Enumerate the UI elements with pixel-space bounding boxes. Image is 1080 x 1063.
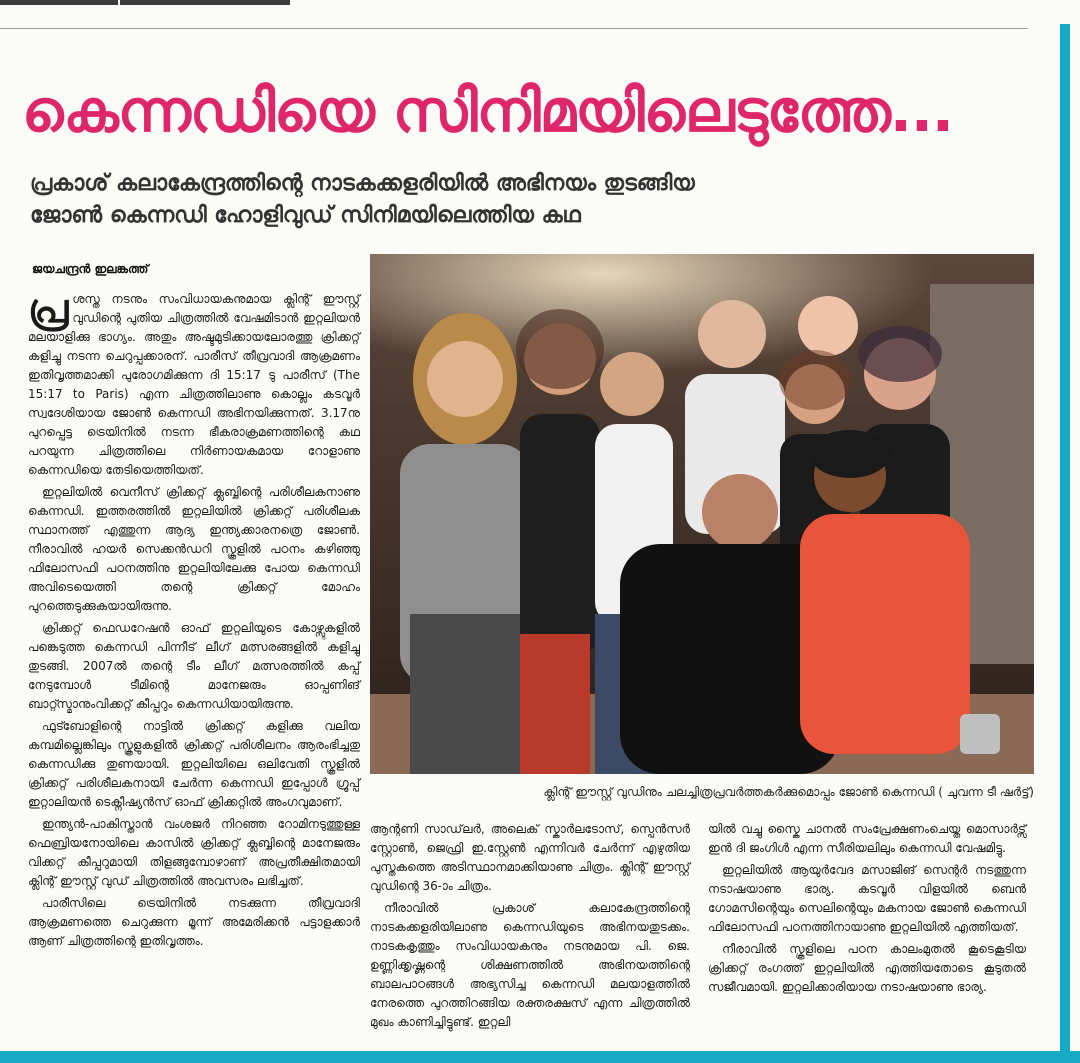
paragraph: ഇന്ത്യൻ-പാകിസ്താൻ വംശജർ നിറഞ്ഞ റോമിനടുത്തുള്ള ഫെബ്രിയനോയിലെ കാസിൽ ക്രിക്കറ്റ് ക്ലബ്ബിന്റെ മാനേജരും വിക്കറ്റ് കീപ്പറുമായി തിളങ്ങുമ്പോഴാണ് അപ്രതീക്ഷിതമായി ക്ലിന്റ് ഈസ്റ്റ് വുഡ് ചിത്രത്തിൽ അവസരം ലഭിച്ചത്. xyxy=(28,817,360,888)
paragraph: പാരീസിലെ ട്രെയിനിൽ നടക്കുന്ന തീവ്രവാദി ആക്രമണത്തെ ചെറുക്കുന്ന മൂന്ന് അമേരിക്കൻ പട്ടാളക്കാർ ആണ് ചിത്രത്തിന്റെ ഇതിവൃത്തം. xyxy=(28,896,360,948)
paragraph: ഇറ്റലിയിൽ വെനീസ് ക്രിക്കറ്റ് ക്ലബ്ബിന്റെ പരിശീലകനാണു കെന്നഡി. ഇത്തരത്തിൽ ഇറ്റലിയിൽ ക്രിക്കറ്റ് പരിശീലക സ്ഥാനത്ത് എത്തുന്ന ആദ്യ ഇന്ത്യക്കാരനത്രെ ജോൺ. നീരാവിൽ ഹയർ സെക്കൻഡറി സ്കൂളിൽ പഠനം കഴിഞ്ഞു ഫിലോസഫി പഠനത്തിനു ഇറ്റലിയിലേക്കു പോയ കെന്നഡി അവിടെയെത്തി തന്റെ ക്രിക്കറ്റ് മോഹം പുറത്തെടുക്കുകയായിരുന്നു. xyxy=(28,485,360,613)
top-strip xyxy=(0,0,290,5)
paragraph: ക്രിക്കറ്റ് ഫെഡറേഷൻ ഓഫ് ഇറ്റലിയുടെ കോഴ്സുകളിൽ പങ്കെടുത്ത കെന്നഡി പിന്നീട് ലീഗ് മത്സരങ്ങളിൽ കളിച്ചു തുടങ്ങി. 2007ൽ തന്റെ ടീം ലീഗ് മത്സരത്തിൽ കപ്പ് നേടുമ്പോൾ ടീമിന്റെ മാനേജരും ഓപ്പണിങ് ബാറ്റ്സ്മാനുംവിക്കറ്റ് കീപ്പറും കെന്നഡിയായിരുന്നു. xyxy=(28,621,360,711)
paragraph: നീരാവിൽ സ്കൂളിലെ പഠന കാലംമുതൽ കൂടെകൂടിയ ക്രിക്കറ്റ് രംഗത്ത് ഇറ്റലിയിൽ എത്തിയതോടെ കൂടുതൽ സജീവമായി. ഇറ്റലിക്കാരിയായ നടാഷയാണു ഭാര്യ. xyxy=(708,942,1026,994)
article-column-1 xyxy=(28,286,360,954)
paragraph-text: ശസ്ത നടനും സംവിധായകനുമായ ക്ലിന്റ് ഈസ്റ്റ് വുഡിന്റെ പുതിയ ചിത്രത്തിൽ വേഷമിടാൻ ഇറ്റലിയൻ മലയാളിക്കു ഭാഗ്യം. അതും അഷ്ടമുടിക്കായലോരത്തു ക്രിക്കറ്റ് കളിച്ചു നടന്ന ചെറുപ്പക്കാരന്. പാരീസ് തീവ്രവാദി ആക്രമണം ഇതിവൃത്തമാക്കി പുരോഗമിക്കുന്ന ദി 15:17 ടു പാരീസ് (The 15:17 to Paris) എന്ന ചിത്രത്തിലാണു കൊല്ലം കടവൂർ സ്വദേശിയായ ജോൺ കെന്നഡി അഭിനയിക്കുന്നത്. 3.17നു പുറപ്പെട്ട ട്രെയിനിൽ നടന്ന ഭീകരാക്രമണത്തിന്റെ കഥ പറയുന്ന ചിത്രത്തിലെ നിർണായകമായ റോളാണു കെന്നഡിയെ തേടിയെത്തിയത്. xyxy=(28,292,360,477)
paragraph: ഇറ്റലിയിൽ ആയുർവേദ മസാജിങ് സെന്റർ നടത്തുന്ന നടാഷയാണു ഭാര്യ. കടവൂർ വിളയിൽ ബെൻ ഗോമസിന്റെയും സെലിന്റെയും മകനായ ജോൺ കെന്നഡി ഫിലോസഫി പഠനത്തിനായാണു ഇറ്റലിയിൽ എത്തിയത്. xyxy=(708,863,1026,934)
group-photo-illustration xyxy=(370,254,1034,774)
subheadline-line-1: പ്രകാശ് കലാകേന്ദ്രത്തിന്റെ നാടകക്കളരിയിൽ അഭിനയം തുടങ്ങിയ xyxy=(30,171,695,196)
photo-caption: ക്ലിന്റ് ഈസ്റ്റ് വുഡിനും ചലച്ചിത്രപ്രവർത്തകർക്കുമൊപ്പം ജോൺ കെന്നഡി ( ചുവന്ന ടീ ഷർട്ട്) xyxy=(543,785,1034,799)
bottom-accent-bar xyxy=(0,1051,1080,1063)
paragraph: നീരാവിൽ പ്രകാശ് കലാകേന്ദ്രത്തിന്റെ നാടകക്കളരിയിലാണു കെന്നഡിയുടെ അഭിനയതുടക്കം. നാടകകൃത്തും സംവിധായകനും നടനുമായ പി. ജെ. ഉണ്ണിക്കൃഷ്ണന്റെ ശിക്ഷണത്തിൽ അഭിനയത്തിന്റെ ബാലപാഠങ്ങൾ അഭ്യസിച്ച കെന്നഡി മലയാളത്തിൽ നേരത്തെ പുറത്തിറങ്ങിയ രക്തരക്ഷസ് എന്ന ചിത്രത്തിൽ മുഖം കാണിച്ചിട്ടുണ്ട്. ഇറ്റലി xyxy=(370,901,690,1029)
drop-cap: പ്ര xyxy=(28,286,69,332)
headline: കെന്നഡിയെ സിനിമയിലെടുത്തേ... xyxy=(22,77,953,145)
subheadline xyxy=(30,168,830,232)
subheadline-line-2: ജോൺ കെന്നഡി ഹോളിവുഡ് സിനിമയിലെത്തിയ കഥ xyxy=(30,203,581,228)
group-photo xyxy=(370,254,1034,774)
paragraph: ഫുട്ബോളിന്റെ നാട്ടിൽ ക്രിക്കറ്റ് കളിക്കു വലിയ കമ്പമില്ലെങ്കിലും സ്കൂളുകളിൽ ക്രിക്കറ്റ് പരിശീലനം ആരംഭിച്ചതു കെന്നഡിക്കു തുണയായി. ഇറ്റലിയിലെ ഒലിവേതി സ്കൂളിൽ ക്രിക്കറ്റ് പരിശീലകനായി ചേർന്ന കെന്നഡി ഇപ്പോൾ ഗ്രൂപ്പ് ഇറ്റാലിയൻ ടെക്നീഷ്യൻസ് ഓഫ് ക്രിക്കറ്റിൽ അംഗവുമാണ്. xyxy=(28,719,360,809)
paragraph xyxy=(28,286,360,480)
right-accent-bar xyxy=(1060,24,1070,1063)
paragraph: ആന്റണി സാഡ്‌ലർ, അലെക് സ്കാർലടോസ്, സ്പെൻസർ സ്റ്റോൺ, ജെഫ്രി ഇ.സ്റ്റേൺ എന്നിവർ ചേർന്ന് എഴുതിയ പുസ്തകത്തെ അടിസ്ഥാനമാക്കിയാണു ചിത്രം. ക്ലിന്റ് ഈസ്റ്റ് വുഡിന്റെ 36-ാം ചിത്രം. xyxy=(370,822,690,893)
byline: ജയചന്ദ്രൻ ഇലങ്കത്ത് xyxy=(32,262,149,276)
paragraph: യിൽ വച്ചു സ്കൈ ചാനൽ സംപ്രേക്ഷണംചെയ്ത മൊസാർട്സ് ഇൻ ദി ജംഗിൾ എന്ന സീരിയലിലും കെന്നഡി വേഷമിട്ടു. xyxy=(708,822,1026,855)
top-rule xyxy=(0,28,1028,29)
top-strip-gap xyxy=(118,0,120,5)
article-column-3 xyxy=(708,820,1026,1000)
article-column-2 xyxy=(370,820,690,1035)
